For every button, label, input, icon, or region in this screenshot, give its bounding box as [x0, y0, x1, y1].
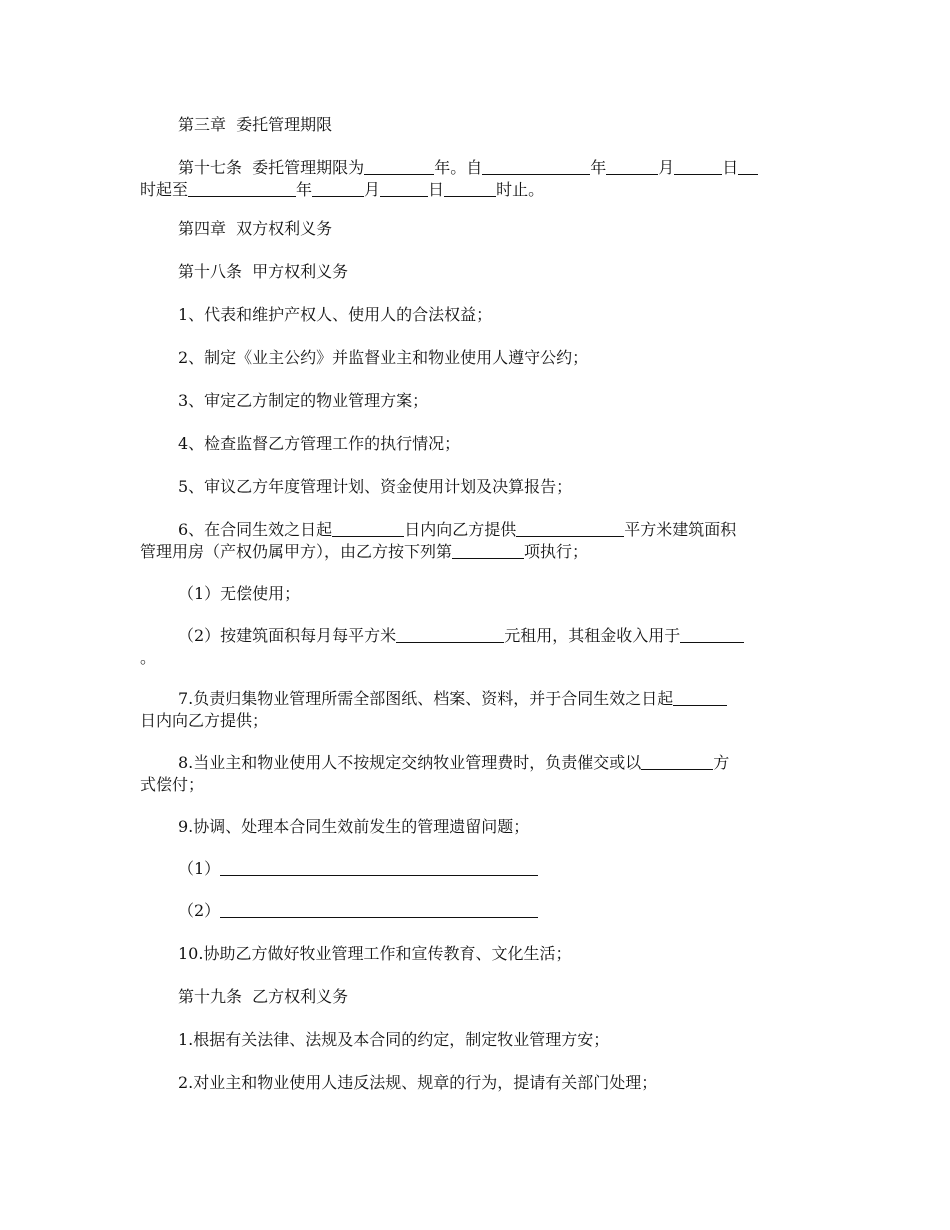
article-18-item-9: 9.协调、处理本合同生效前发生的管理遗留问题； [178, 817, 530, 836]
text: 月 [364, 180, 381, 199]
item-9-sub-2 [178, 901, 858, 921]
text: 年 [590, 158, 607, 177]
blank-rent-usage [680, 626, 744, 643]
article-18-item-8-line-1 [178, 753, 858, 773]
article-18-item-6-line-1 [178, 520, 858, 540]
article-19-heading: 第十九条 乙方权利义务 [178, 987, 349, 1006]
blank-issue-2 [220, 901, 538, 918]
text: 日 [428, 180, 445, 199]
article-19-item-2: 2.对业主和物业使用人违反法规、规章的行为，提请有关部门处理； [178, 1073, 658, 1092]
text: 时止。 [496, 180, 545, 199]
item-9-sub-1 [178, 859, 858, 879]
blank-days [332, 520, 404, 537]
text: 年。自 [434, 158, 483, 177]
chapter-4-heading: 第四章 双方权利义务 [178, 219, 333, 238]
blank-end-day [380, 180, 428, 197]
article-18-item-6-line-2 [140, 542, 820, 562]
blank-start-hour [738, 158, 758, 175]
text: 管理用房（产权仍属甲方），由乙方按下列第 [140, 542, 453, 561]
text: 日 [722, 158, 739, 177]
blank-end-year [188, 180, 296, 197]
text: （2） [178, 901, 221, 920]
blank-start-day [674, 158, 722, 175]
article-18-item-4: 4、检查监督乙方管理工作的执行情况； [178, 434, 461, 453]
text: 7.负责归集物业管理所需全部图纸、档案、资料，并于合同生效之日起 [178, 689, 674, 708]
article-18-item-2: 2、制定《业主公约》并监督业主和物业使用人遵守公约； [178, 348, 589, 367]
article-18-item-8-line-2: 式偿付； [140, 775, 205, 794]
article-18-item-7-line-1 [178, 689, 858, 709]
blank-days [673, 689, 727, 706]
text: （2）按建筑面积每月每平方米 [178, 626, 397, 645]
text: 6、在合同生效之日起 [178, 520, 333, 539]
item-6-option-2-line-1 [178, 626, 858, 646]
item-6-option-1: （1）无偿使用； [178, 584, 301, 603]
text: 8.当业主和物业使用人不按规定交纳牧业管理费时，负责催交或以 [178, 753, 642, 772]
article-17-line-2 [140, 180, 820, 200]
article-19-item-1: 1.根据有关法律、法规及本合同的约定，制定牧业管理方安； [178, 1030, 610, 1049]
item-6-option-2-line-2: 。 [140, 648, 157, 667]
article-18-item-5: 5、审议乙方年度管理计划、资金使用计划及决算报告； [178, 477, 573, 496]
text: 日内向乙方提供 [404, 520, 517, 539]
chapter-3-heading: 第三章 委托管理期限 [178, 115, 333, 134]
blank-end-hour [444, 180, 496, 197]
article-18-item-3: 3、审定乙方制定的物业管理方案； [178, 391, 429, 410]
text: 元租用，其租金收入用于 [504, 626, 681, 645]
blank-area [516, 520, 624, 537]
text: 年 [296, 180, 313, 199]
article-17-line-1 [178, 158, 858, 178]
blank-method [641, 753, 713, 770]
text: 月 [658, 158, 675, 177]
article-18-item-10: 10.协助乙方做好牧业管理工作和宣传教育、文化生活； [178, 944, 572, 963]
blank-rent [396, 626, 504, 643]
blank-end-month [312, 180, 364, 197]
text: 第十七条 委托管理期限为 [178, 158, 365, 177]
text: 项执行； [524, 542, 589, 561]
blank-start-year [482, 158, 590, 175]
article-18-item-7-line-2: 日内向乙方提供； [140, 711, 269, 730]
blank-issue-1 [220, 859, 538, 876]
blank-start-month [606, 158, 658, 175]
article-18-heading: 第十八条 甲方权利义务 [178, 262, 349, 281]
text: 时起至 [140, 180, 189, 199]
article-18-item-1: 1、代表和维护产权人、使用人的合法权益； [178, 305, 493, 324]
text: （1） [178, 859, 221, 878]
text: 平方米建筑面积 [624, 520, 737, 539]
text: 方 [713, 753, 730, 772]
blank-option [452, 542, 524, 559]
blank-term-years [364, 158, 434, 175]
